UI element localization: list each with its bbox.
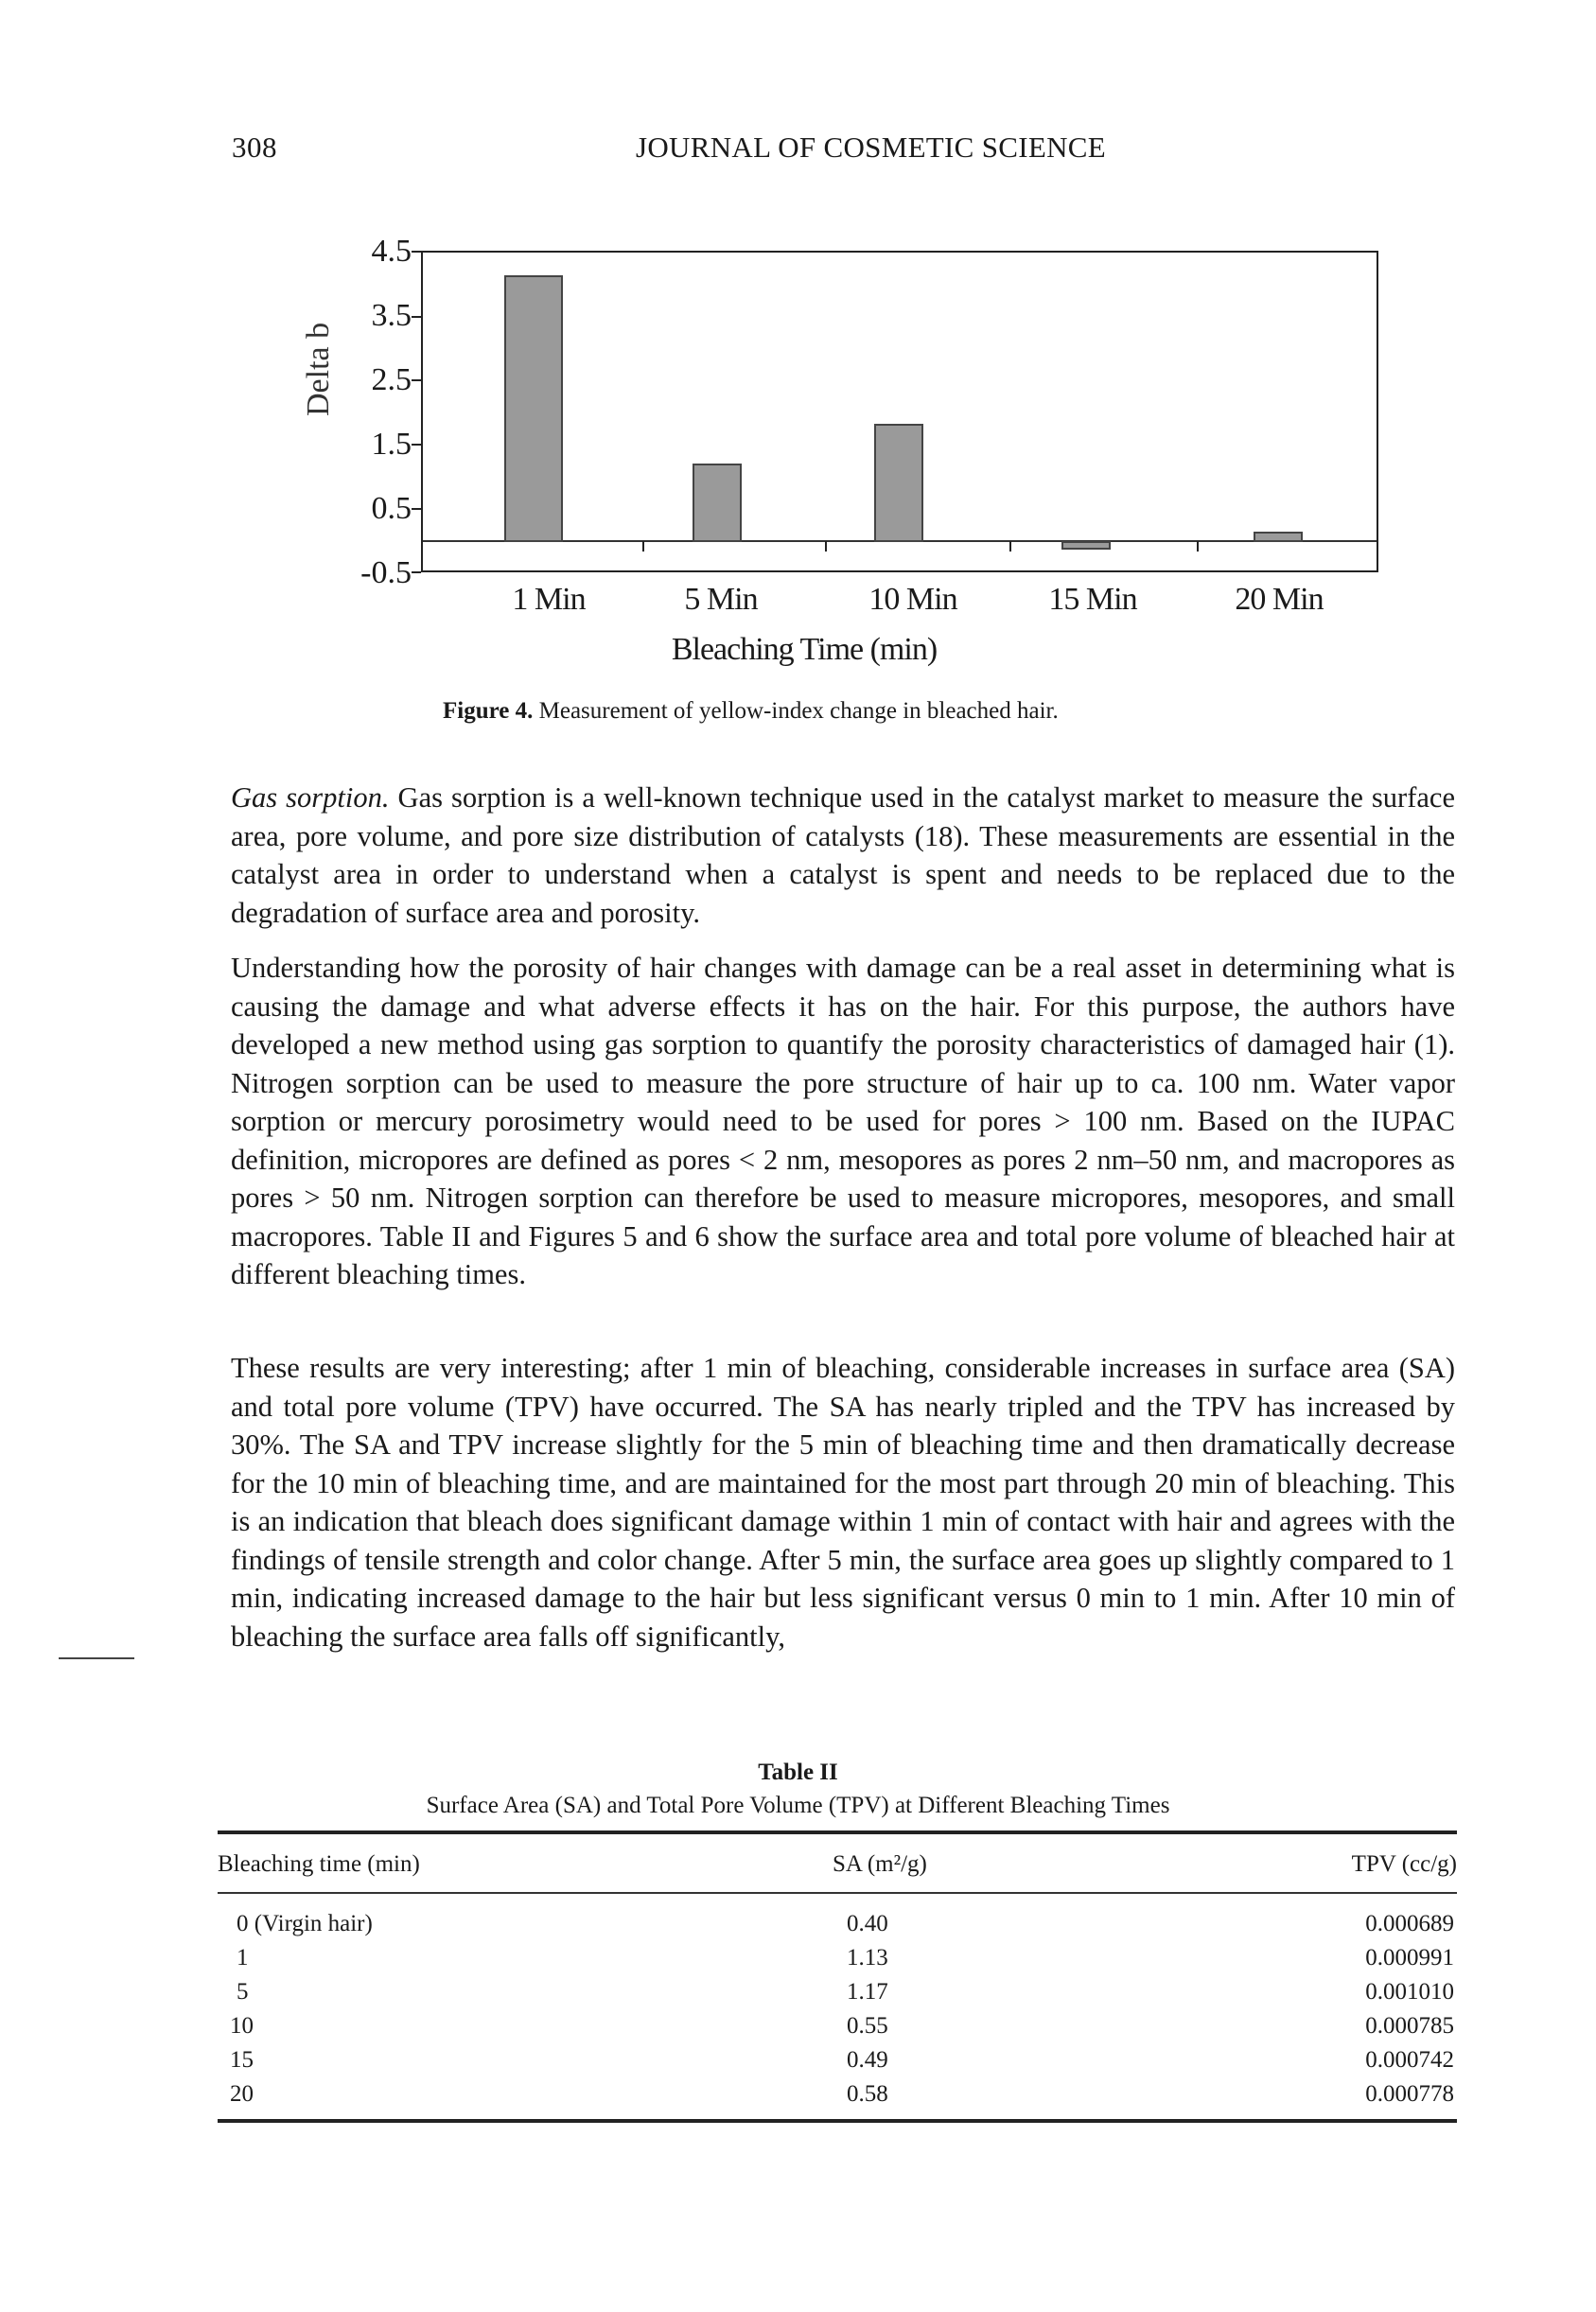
page-number: 308 bbox=[232, 131, 277, 164]
y-tick-mark bbox=[412, 316, 421, 318]
figure-4-chart bbox=[0, 0, 1596, 738]
cell-sa: 1.17 bbox=[847, 1979, 888, 2005]
table-header-tpv: TPV (cc/g) bbox=[1351, 1851, 1457, 1877]
table-header-bleaching-time: Bleaching time (min) bbox=[218, 1851, 420, 1877]
paragraph-text: These results are very interesting; after 1 min of bleaching, considerable increases in surface area (SA) and total pore volume (TPV) have occurred. The SA has nearly tripled and the TPV has increased by 30%. The SA and TPV increase slightly for the 5 min of bleaching time and then dramatically decrease for the 10 min of bleaching time, and are maintained for the most part through 20 min of bleaching. This is an indication that bleach does significant damage within 1 min of contact with hair and agrees with the findings of tensile strength and color change. After 5 min, the surface area goes up slightly compared to 1 min, indicating increased damage to the hair but less significant versus 0 min to 1 min. After 10 min of bleaching the surface area falls off significantly, bbox=[231, 1352, 1455, 1653]
x-tick-mark bbox=[825, 541, 827, 552]
cell-sa: 1.13 bbox=[847, 1945, 888, 1970]
cell-tpv: 0.000778 bbox=[1365, 2081, 1454, 2107]
cell-tpv: 0.000689 bbox=[1365, 1911, 1454, 1936]
figure-caption bbox=[443, 698, 1059, 725]
figure-caption-text: Measurement of yellow-index change in bleached hair. bbox=[538, 698, 1059, 724]
bar-10-min bbox=[874, 424, 923, 542]
paragraph-text: Understanding how the porosity of hair changes with damage can be a real asset in determining what is causing the damage and what adverse effects it has on the hair. For this purpose, the authors have developed a new method using gas sorption to quantify the porosity characteristics of damaged hair (1). Nitrogen sorption can be used to measure the pore structure of hair up to ca. 100 nm. Water vapor sorption or mercury porosimetry would need to be used for pores > 100 nm. Based on the IUPAC definition, micropores are defined as pores < 2 nm, mesopores as pores 2 nm–50 nm, and macropores as pores > 50 nm. Nitrogen sorption can therefore be used to measure micropores, mesopores, and small macropores. Table II and Figures 5 and 6 show the surface area and total pore volume of bleached hair at different bleaching times. bbox=[231, 952, 1455, 1290]
cell-tpv: 0.000742 bbox=[1365, 2047, 1454, 2073]
y-tick-mark bbox=[412, 571, 421, 573]
y-axis-label: Delta b bbox=[301, 322, 336, 416]
table-title: Surface Area (SA) and Total Pore Volume (TPV) at Different Bleaching Times bbox=[426, 1793, 1170, 1818]
bar-5-min bbox=[693, 464, 742, 542]
cell-time: 5 bbox=[237, 1979, 249, 2005]
y-tick-mark bbox=[412, 251, 421, 253]
y-tick-mark bbox=[412, 444, 421, 446]
x-category-label: 15 Min bbox=[1048, 582, 1137, 617]
paragraph-text: Gas sorption is a well-known technique used in the catalyst market to measure the surface area, pore volume, and pore size distribution of catalysts (18). These measurements are essential in the catalyst area in order to understand when a catalyst is spent and needs to be replaced due to the degradation of surface area and porosity. bbox=[231, 781, 1455, 929]
paragraph-results bbox=[231, 1349, 1455, 1655]
table-header-rule bbox=[218, 1892, 1457, 1894]
journal-title: JOURNAL OF COSMETIC SCIENCE bbox=[636, 131, 1106, 164]
cell-time: 15 bbox=[230, 2047, 254, 2073]
cell-tpv: 0.001010 bbox=[1365, 1979, 1454, 2005]
table-header-sa: SA (m²/g) bbox=[833, 1851, 927, 1877]
x-category-label: 1 Min bbox=[512, 582, 586, 617]
x-category-label: 5 Min bbox=[684, 582, 758, 617]
cell-time: 20 bbox=[230, 2081, 254, 2107]
y-tick-label: 1.5 bbox=[371, 427, 412, 462]
cell-sa: 0.55 bbox=[847, 2013, 888, 2039]
x-axis-title: Bleaching Time (min) bbox=[671, 632, 938, 667]
x-tick-mark bbox=[1197, 541, 1199, 552]
table-label: Table II bbox=[758, 1760, 838, 1785]
table-top-rule bbox=[218, 1830, 1457, 1834]
y-tick-label: 2.5 bbox=[371, 362, 412, 397]
section-run-in-heading: Gas sorption. bbox=[231, 781, 390, 814]
plot-area bbox=[421, 251, 1378, 572]
cell-time: 10 bbox=[230, 2013, 254, 2039]
bar-1-min bbox=[504, 275, 563, 542]
x-category-label: 10 Min bbox=[868, 582, 957, 617]
cell-time: 1 bbox=[237, 1945, 249, 1970]
cell-tpv: 0.000991 bbox=[1365, 1945, 1454, 1970]
paragraph-gas-sorption bbox=[231, 779, 1455, 932]
paragraph-porosity bbox=[231, 949, 1455, 1294]
y-tick-mark bbox=[412, 379, 421, 381]
table-bottom-rule bbox=[218, 2119, 1457, 2123]
x-category-label: 20 Min bbox=[1235, 582, 1324, 617]
cell-time: 0 (Virgin hair) bbox=[237, 1911, 373, 1936]
cell-sa: 0.58 bbox=[847, 2081, 888, 2107]
cell-sa: 0.49 bbox=[847, 2047, 888, 2073]
bar-20-min bbox=[1254, 532, 1303, 542]
figure-caption-label: Figure 4. bbox=[443, 698, 534, 724]
x-tick-mark bbox=[1009, 541, 1011, 552]
cell-sa: 0.40 bbox=[847, 1911, 888, 1936]
y-tick-label: 3.5 bbox=[371, 298, 412, 333]
x-tick-mark bbox=[642, 541, 644, 552]
bar-15-min bbox=[1061, 541, 1111, 550]
y-tick-label: -0.5 bbox=[360, 555, 412, 590]
y-tick-label: 0.5 bbox=[371, 491, 412, 526]
margin-mark bbox=[59, 1657, 134, 1659]
y-tick-label: 4.5 bbox=[371, 234, 412, 269]
y-tick-mark bbox=[412, 508, 421, 510]
cell-tpv: 0.000785 bbox=[1365, 2013, 1454, 2039]
